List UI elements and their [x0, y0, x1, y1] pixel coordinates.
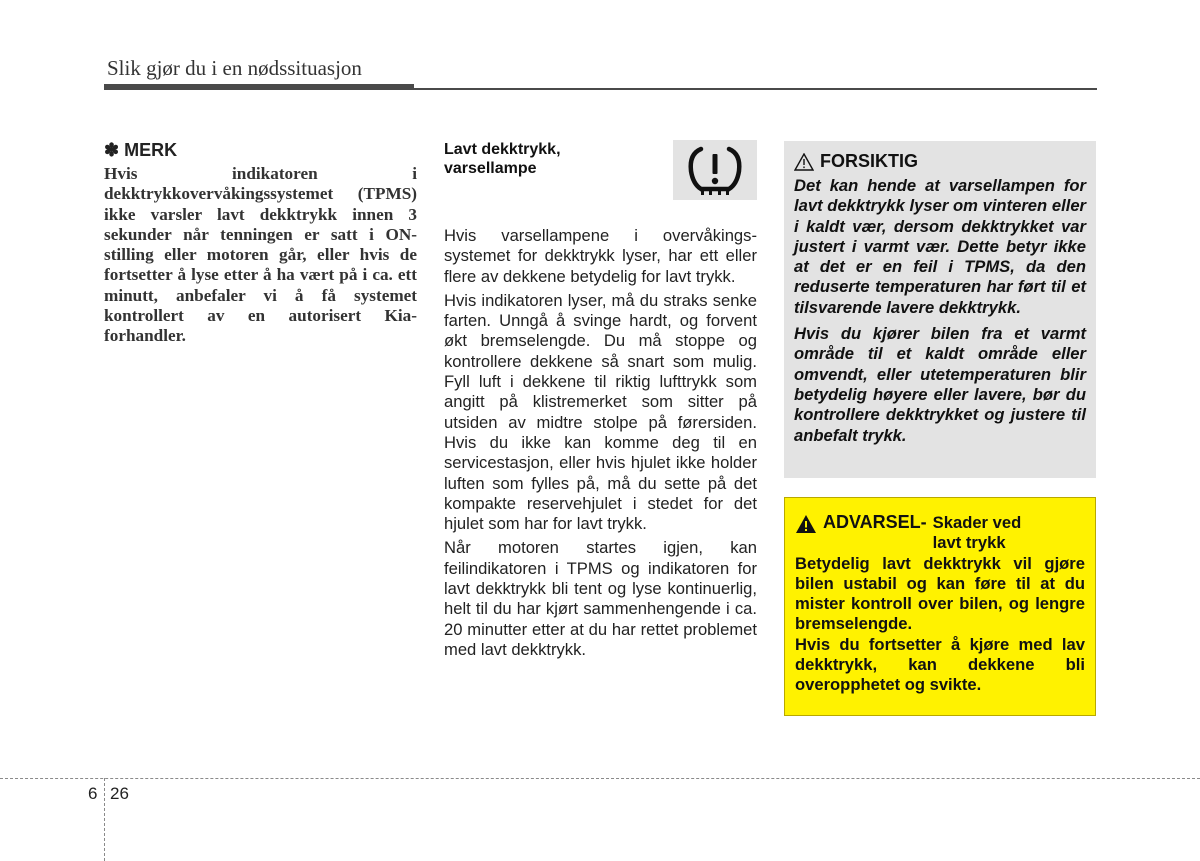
warning-heading: ADVARSEL- — [823, 512, 927, 532]
note-body: Hvis indikatoren i dekktrykkovervåkingssystemet (TPMS) ikke varsler lavt dekktrykk innen 3 sekunder når tenningen er satt i ON-stilling eller motoren går, eller hvis de fortsetter å lyse etter å ha vært på i ca. ett minutt, anbefaler vi å få systemet kontrollert av en autorisert Kia-forhandler. — [104, 164, 417, 346]
header-rule-thick — [104, 84, 414, 90]
note-heading: ✽ MERK — [104, 140, 178, 160]
note-section — [104, 140, 417, 347]
caution-paragraph-1: Det kan hende at varsellampen for lavt dekktrykk lyser om vinteren eller i kaldt vær, dersom dekktrykket var justert i varmt vær. Dette betyr ikke at det er en feil i TPMS, da den reduserte temperaturen har ført til et tilsvarende lavere dekktrykk. — [794, 176, 1086, 317]
warning-triangle-icon — [795, 514, 817, 534]
low-pressure-paragraph-1: Hvis varsellampene i overvåkings-systemet for dekktrykk lyser, har ett eller flere av dekkene betydelig for lavt trykk. — [444, 226, 757, 286]
warning-subtitle — [933, 513, 1022, 554]
warning-paragraph-1: Betydelig lavt dekktrykk vil gjøre bilen ustabil og kan føre til at du mister kontroll over bilen, og lengre bremselengde. — [795, 553, 1085, 634]
page-header-title: Slik gjør du i en nødssituasjon — [107, 56, 362, 80]
warning-header — [795, 512, 1085, 554]
warning-subtitle-line2: lavt trykk — [932, 533, 1006, 553]
caution-triangle-icon — [794, 153, 814, 171]
footer-margin-line — [104, 778, 105, 861]
footer-divider — [0, 778, 1200, 779]
caution-box — [784, 141, 1096, 478]
warning-paragraph-2: Hvis du fortsetter å kjøre med lav dekktrykk, kan dekkene bli overopphetet og svikte. — [795, 634, 1085, 695]
caution-header — [794, 151, 1086, 172]
header-rule-thin — [414, 88, 1097, 90]
caution-paragraph-2: Hvis du kjører bilen fra et varmt område til et kaldt område eller omvendt, eller utetemperaturen blir betydelig høyere eller lavere, bør du kontrollere dekktrykket og justere til anbefalt trykk. — [794, 324, 1086, 445]
low-pressure-paragraph-3: Når motoren startes igjen, kan feilindikatoren i TPMS og indikatoren for lavt dekktrykk bli tent og lyse kontinuerlig, helt til du har kjørt sammenhengende i ca. 20 minutter etter at du har rettet problemet med lavt dekktrykk. — [444, 538, 757, 659]
page-number: 26 — [110, 784, 129, 803]
warning-subtitle-line1: Skader ved — [932, 513, 1022, 532]
caution-heading: FORSIKTIG — [820, 151, 918, 171]
low-pressure-section — [444, 140, 757, 664]
low-pressure-paragraph-2: Hvis indikatoren lyser, må du straks senke farten. Unngå å svinge hardt, og forvent økt bremselengde. Du må stoppe og kontrollere dekkene så snart som mulig. Fyll luft i dekkene til riktig lufttrykk som angitt på klistremerket som sitter på utsiden av midtre stolpe på førersiden. Hvis du ikke kan komme deg til en servicestasjon, eller hvis hjulet ikke holder luften som fylles på, må du sette på det kompakte reservehjulet i stedet for det hjulet som har for lavt trykk. — [444, 290, 757, 534]
section-title-line2: varsellampe — [444, 160, 537, 177]
tpms-warning-icon — [673, 140, 757, 200]
section-title-line1: Lavt dekktrykk, — [444, 141, 561, 158]
warning-box — [784, 497, 1096, 716]
chapter-number: 6 — [88, 784, 98, 803]
